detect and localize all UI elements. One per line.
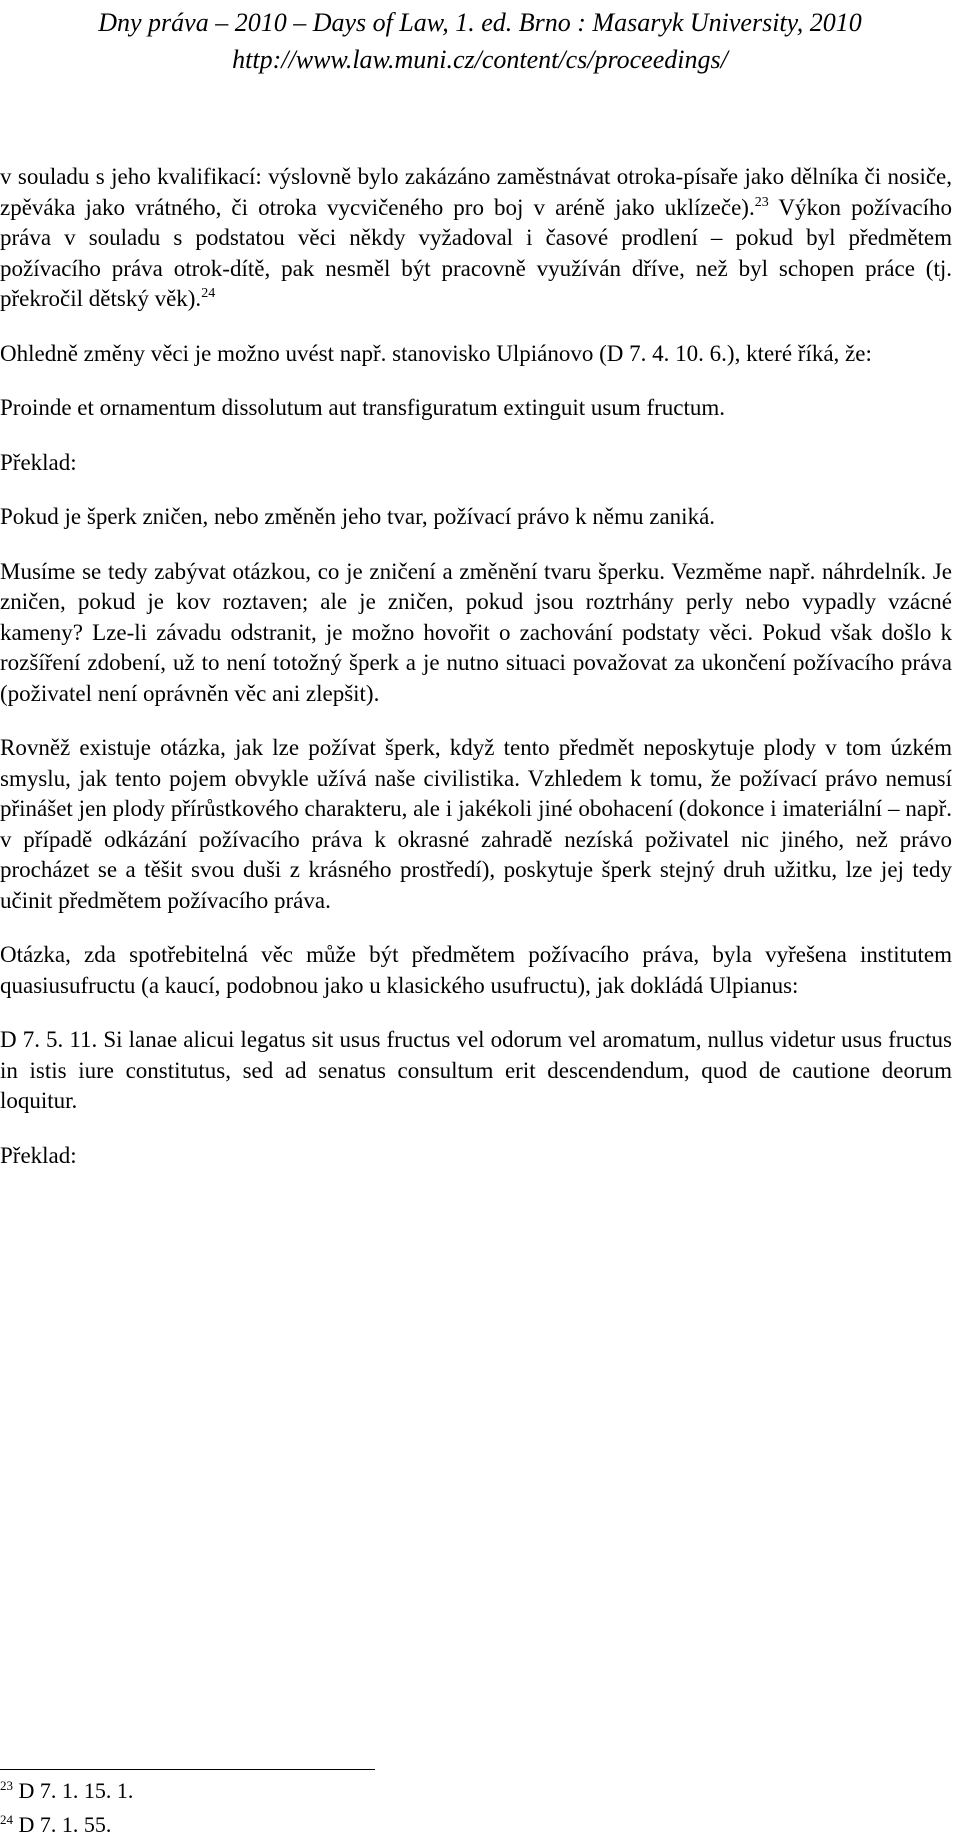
footnote-23 xyxy=(0,1778,133,1804)
footnote-ref-24[interactable]: 24 xyxy=(201,286,216,301)
main-text xyxy=(0,162,952,1171)
footnote-number: 23 xyxy=(0,1778,13,1793)
paragraph-destruction: Musíme se tedy zabývat otázkou, co je zničení a změnění tvaru šperku. Vezměme např. náhrdelník. Je zničen, pokud je kov roztaven; ale je zničen, pokud jsou roztrhány perly nebo vypadly vzácné kameny? Lze-li závadu odstranit, je možno hovořit o zachování podstaty věci. Pokud však došlo k rozšíření zdobení, už to není totožný šperk a je nutno situaci považovat za ukončení požívacího práva (poživatel není oprávněn věc ani zlepšit). xyxy=(0,558,952,706)
header-url: http://www.law.muni.cz/content/cs/proceedings/ xyxy=(232,45,728,74)
paragraph-text-continued: Výkon požívacího práva v souladu s podstatou věci někdy vyžadoval i časové prodlení – pokud byl předmětem požívacího práva otrok-dítě, pak nesměl být pracovně využíván dříve, než byl schopen práce (tj. překročil dětský věk). xyxy=(0,194,953,311)
latin-quote: Proinde et ornamentum dissolutum aut transfiguratum extinguit usum fructum. xyxy=(0,395,726,420)
footnote-text: D 7. 1. 55. xyxy=(13,1812,112,1837)
digest-quote: D 7. 5. 11. Si lanae alicui legatus sit usus fructus vel odorum vel aromatum, nullus videtur usus fructus in istis iure constitutus, sed ad senatus consultum erit descendendum, quod de cautione deorum loquitur. xyxy=(0,1027,952,1113)
footnote-text: D 7. 1. 15. 1. xyxy=(13,1778,134,1803)
header-citation: Dny práva – 2010 – Days of Law, 1. ed. Brno : Masaryk University, 2010 xyxy=(98,8,862,37)
footnote-number: 24 xyxy=(0,1812,13,1827)
translation-label: Překlad: xyxy=(0,449,77,475)
footnote-ref-23[interactable]: 23 xyxy=(754,194,769,210)
paragraph-text: v souladu s jeho kvalifikací: výslovně bylo zakázáno zaměstnávat otroka-písaře jako dělníka či nosiče, zpěváka jako vrátného, či otroka vycvičeného pro boj v aréně jako uklízeče). xyxy=(0,164,952,220)
footnote-separator xyxy=(0,1769,375,1770)
page-header xyxy=(0,4,960,78)
translation-text: Pokud je šperk zničen, nebo změněn jeho tvar, požívací právo k němu zaniká. xyxy=(0,504,716,529)
paragraph-slave-usage xyxy=(0,162,952,315)
paragraph-fruits: Rovněž existuje otázka, jak lze požívat šperk, když tento předmět neposkytuje plody v tom úzkém smyslu, jak tento pojem obvykle užívá naše civilistika. Vzhledem k tomu, že požívací právo nemusí přinášet jen plody přírůstkového charakteru, ale i jakékoli jiné obohacení (dokonce i imateriální – např. v případě odkázání požívacího práva k okrasné zahradě nezíská poživatel nic jiného, než právo procházet se a těšit svou duši z krásného prostředí), poskytuje šperk stejný druh užitku, lze jej tedy učinit předmětem požívacího práva. xyxy=(0,735,952,913)
translation-label-2: Překlad: xyxy=(0,1142,77,1168)
footnote-24 xyxy=(0,1812,111,1838)
paragraph-ulpian-intro: Ohledně změny věci je možno uvést např. stanovisko Ulpiánovo (D 7. 4. 10. 6.), které říká, že: xyxy=(0,340,872,366)
paragraph-quasiusufruct: Otázka, zda spotřebitelná věc může být předmětem požívacího práva, byla vyřešena institutem quasiusufructu (a kaucí, podobnou jako u klasického usufructu), jak dokládá Ulpianus: xyxy=(0,942,952,998)
